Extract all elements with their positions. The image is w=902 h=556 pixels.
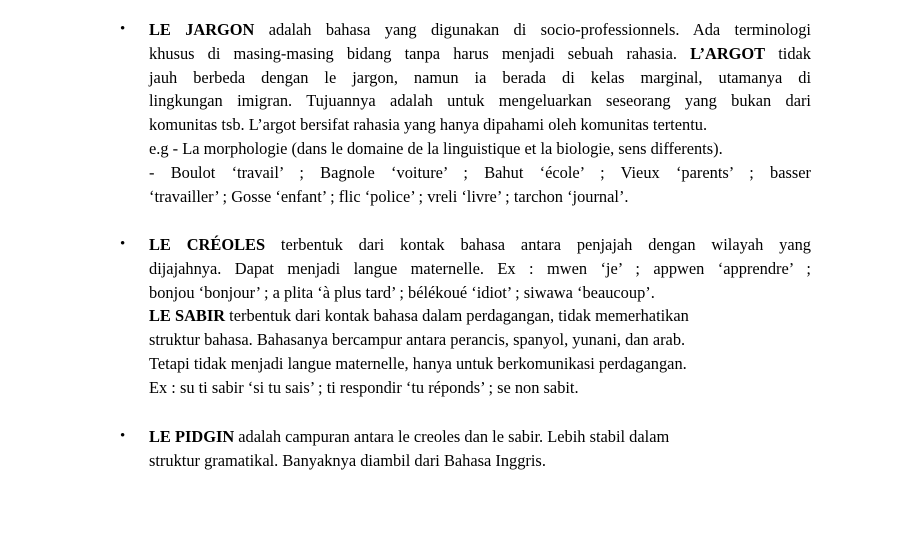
creoles-line <box>149 257 811 281</box>
bullet-marker: • <box>120 428 126 444</box>
sabir-line <box>149 304 811 328</box>
bullet-marker: • <box>120 21 126 37</box>
sabir-line <box>149 328 811 352</box>
jargon-line <box>149 66 811 90</box>
jargon-line <box>149 161 811 185</box>
pidgin-line <box>149 449 811 473</box>
term-heading: LE JARGON <box>149 20 255 39</box>
pidgin-line <box>149 425 811 449</box>
text-run: lingkungan imigran. Tujuannya adalah untuk mengeluarkan seseorang yang bukan dari <box>149 91 811 111</box>
text-run: Ex : su ti sabir ‘si tu sais’ ; ti respondir ‘tu réponds’ ; se non sabit. <box>149 377 579 397</box>
text-run: - Boulot ‘travail’ ; Bagnole ‘voiture’ ; Bahut ‘école’ ; Vieux ‘parents’ ; basser <box>149 162 811 182</box>
term-heading: LE CRÉOLES <box>149 235 266 254</box>
bullet-jargon <box>120 18 812 208</box>
creoles-line <box>149 281 811 305</box>
jargon-line <box>149 185 811 209</box>
jargon-line <box>149 89 811 113</box>
text-run: bonjou ‘bonjour’ ; a plita ‘à plus tard’ ; bélékoué ‘idiot’ ; siwawa ‘beaucoup’. <box>149 282 655 302</box>
text-run: struktur gramatikal. Banyaknya diambil dari Bahasa Inggris. <box>149 450 546 470</box>
text-run: jauh berbeda dengan le jargon, namun ia berada di kelas marginal, utamanya di <box>149 67 811 87</box>
text-run: struktur bahasa. Bahasanya bercampur antara perancis, spanyol, yunani, dan arab. <box>149 330 686 350</box>
text-run: adalah bahasa yang digunakan di socio-professionnels. Ada terminologi <box>254 20 811 39</box>
text-run: komunitas tsb. L’argot bersifat rahasia yang hanya dipahami oleh komunitas tertentu. <box>149 115 708 135</box>
bullet-marker: • <box>120 236 126 252</box>
text-run: adalah campuran antara le creoles dan le sabir. Lebih stabil dalam <box>234 427 670 446</box>
text-run: ‘travailler’ ; Gosse ‘enfant’ ; flic ‘police’ ; vreli ‘livre’ ; tarchon ‘journal’. <box>149 186 629 206</box>
text-run: dijajahnya. Dapat menjadi langue maternelle. Ex : mwen ‘je’ ; appwen ‘apprendre’ ; <box>149 258 811 278</box>
jargon-line <box>149 18 811 42</box>
jargon-line <box>149 137 811 161</box>
bullet-creoles <box>120 233 811 400</box>
term-heading: LE PIDGIN <box>149 427 235 446</box>
sabir-line <box>149 376 811 400</box>
term-heading: L’ARGOT <box>690 43 766 63</box>
text-run: khusus di masing-masing bidang tanpa harus menjadi sebuah rahasia. <box>149 43 691 63</box>
creoles-line <box>149 233 811 257</box>
term-heading: LE SABIR <box>149 306 226 326</box>
bullet-pidgin <box>120 425 811 473</box>
text-run: terbentuk dari kontak bahasa antara penjajah dengan wilayah yang <box>265 235 811 254</box>
text-run: Tetapi tidak menjadi langue maternelle, hanya untuk berkomunikasi perdagangan. <box>149 353 687 373</box>
text-run: terbentuk dari kontak bahasa dalam perdagangan, tidak memerhatikan <box>225 306 689 326</box>
jargon-line <box>149 42 811 66</box>
text-run: e.g - La morphologie (dans le domaine de la linguistique et la biologie, sens differents). <box>149 138 723 158</box>
sabir-line <box>149 352 811 376</box>
jargon-line <box>149 113 811 137</box>
text-run: tidak <box>765 43 812 63</box>
